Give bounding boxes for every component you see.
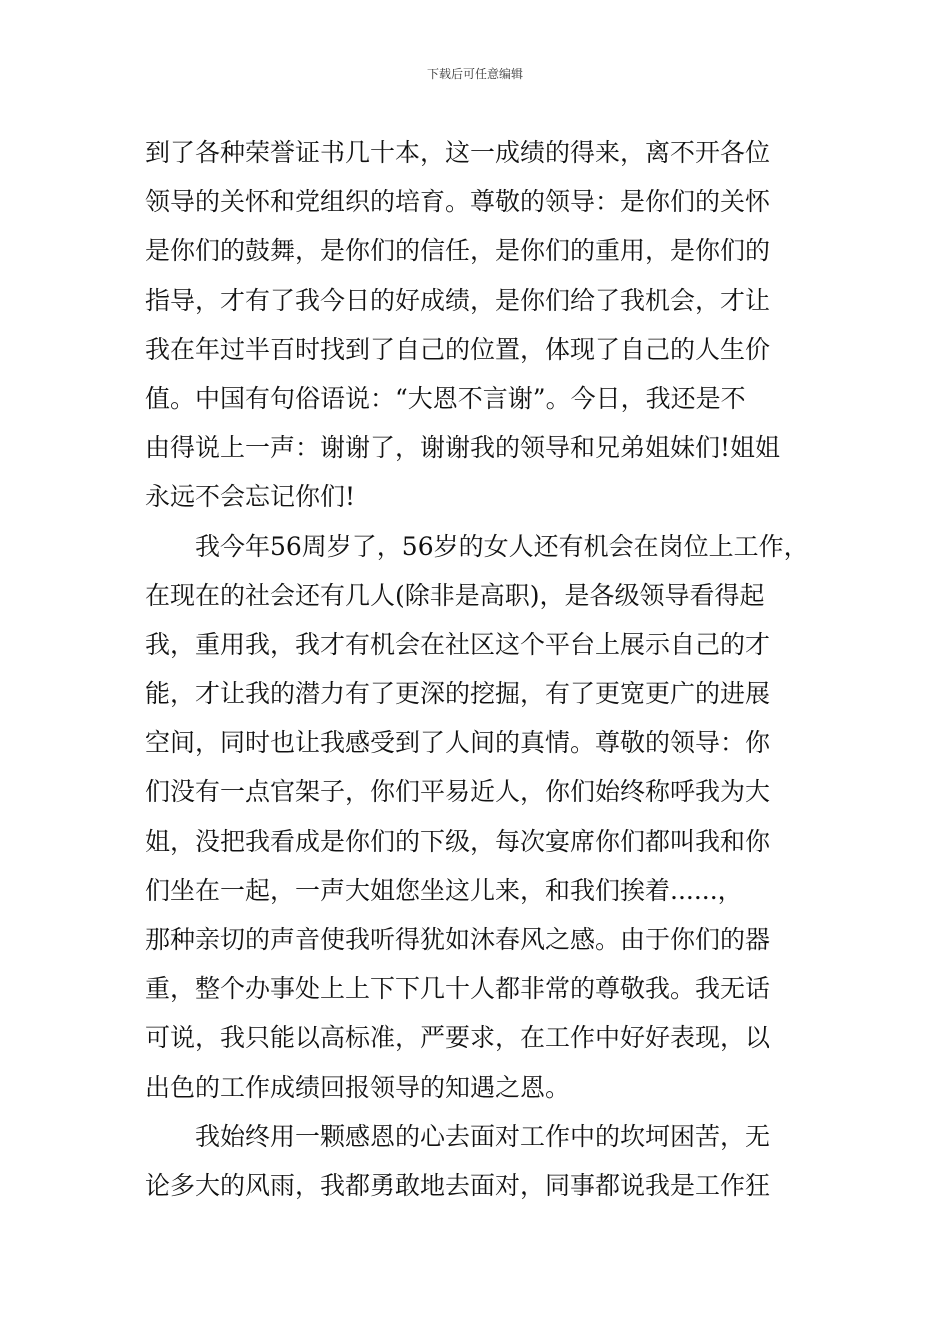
text-line: 们坐在一起，一声大姐您坐这儿来，和我们挨着......， bbox=[145, 875, 743, 905]
text-line: 由得说上一声：谢谢了，谢谢我的领导和兄弟姐妹们!姐姐 bbox=[145, 433, 781, 463]
text-line: 重，整个办事处上上下下几十人都非常的尊敬我。我无话 bbox=[145, 974, 771, 1004]
text-line: 姐，没把我看成是你们的下级，每次宴席你们都叫我和你 bbox=[145, 826, 771, 856]
text-line: 领导的关怀和党组织的培育。尊敬的领导：是你们的关怀 bbox=[145, 187, 771, 217]
text-line: 可说，我只能以高标准，严要求，在工作中好好表现，以 bbox=[145, 1023, 771, 1053]
text-line: 到了各种荣誉证书几十本，这一成绩的得来，离不开各位 bbox=[145, 138, 771, 167]
page-header: 下载后可任意编辑 bbox=[426, 67, 523, 81]
paragraph bbox=[145, 128, 815, 522]
text-line: 能，才让我的潜力有了更深的挖掘，有了更宽更广的进展 bbox=[145, 679, 771, 709]
text-line: 在现在的社会还有几人(除非是高职)，是各级领导看得起 bbox=[145, 580, 765, 610]
text-line: 出色的工作成绩回报领导的知遇之恩。 bbox=[145, 1072, 571, 1102]
text-line: 值。中国有句俗语说：“大恩不言谢”。今日，我还是不 bbox=[145, 383, 746, 413]
text-line: 们没有一点官架子，你们平易近人，你们始终称呼我为大 bbox=[145, 777, 771, 807]
text-line: 我，重用我，我才有机会在社区这个平台上展示自己的才 bbox=[145, 629, 771, 659]
text-line: 指导，才有了我今日的好成绩，是你们给了我机会，才让 bbox=[145, 285, 771, 315]
text-line: 那种亲切的声音使我听得犹如沐春风之感。由于你们的器 bbox=[145, 925, 771, 954]
text-line: 是你们的鼓舞，是你们的信任，是你们的重用，是你们的 bbox=[145, 236, 771, 266]
text-line: 空间，同时也让我感受到了人间的真情。尊敬的领导：你 bbox=[145, 728, 771, 758]
paragraph bbox=[145, 522, 815, 1112]
text-line: 论多大的风雨，我都勇敢地去面对，同事都说我是工作狂 bbox=[145, 1170, 771, 1200]
text-line: 我始终用一颗感恩的心去面对工作中的坎坷困苦，无 bbox=[195, 1121, 771, 1151]
document-body bbox=[145, 128, 815, 1210]
paragraph bbox=[145, 1112, 815, 1210]
text-line: 我今年56周岁了，56岁的女人还有机会在岗位上工作， bbox=[195, 531, 809, 561]
text-line: 永远不会忘记你们! bbox=[145, 482, 356, 512]
text-line: 我在年过半百时找到了自己的位置，体现了自己的人生价 bbox=[145, 334, 771, 364]
